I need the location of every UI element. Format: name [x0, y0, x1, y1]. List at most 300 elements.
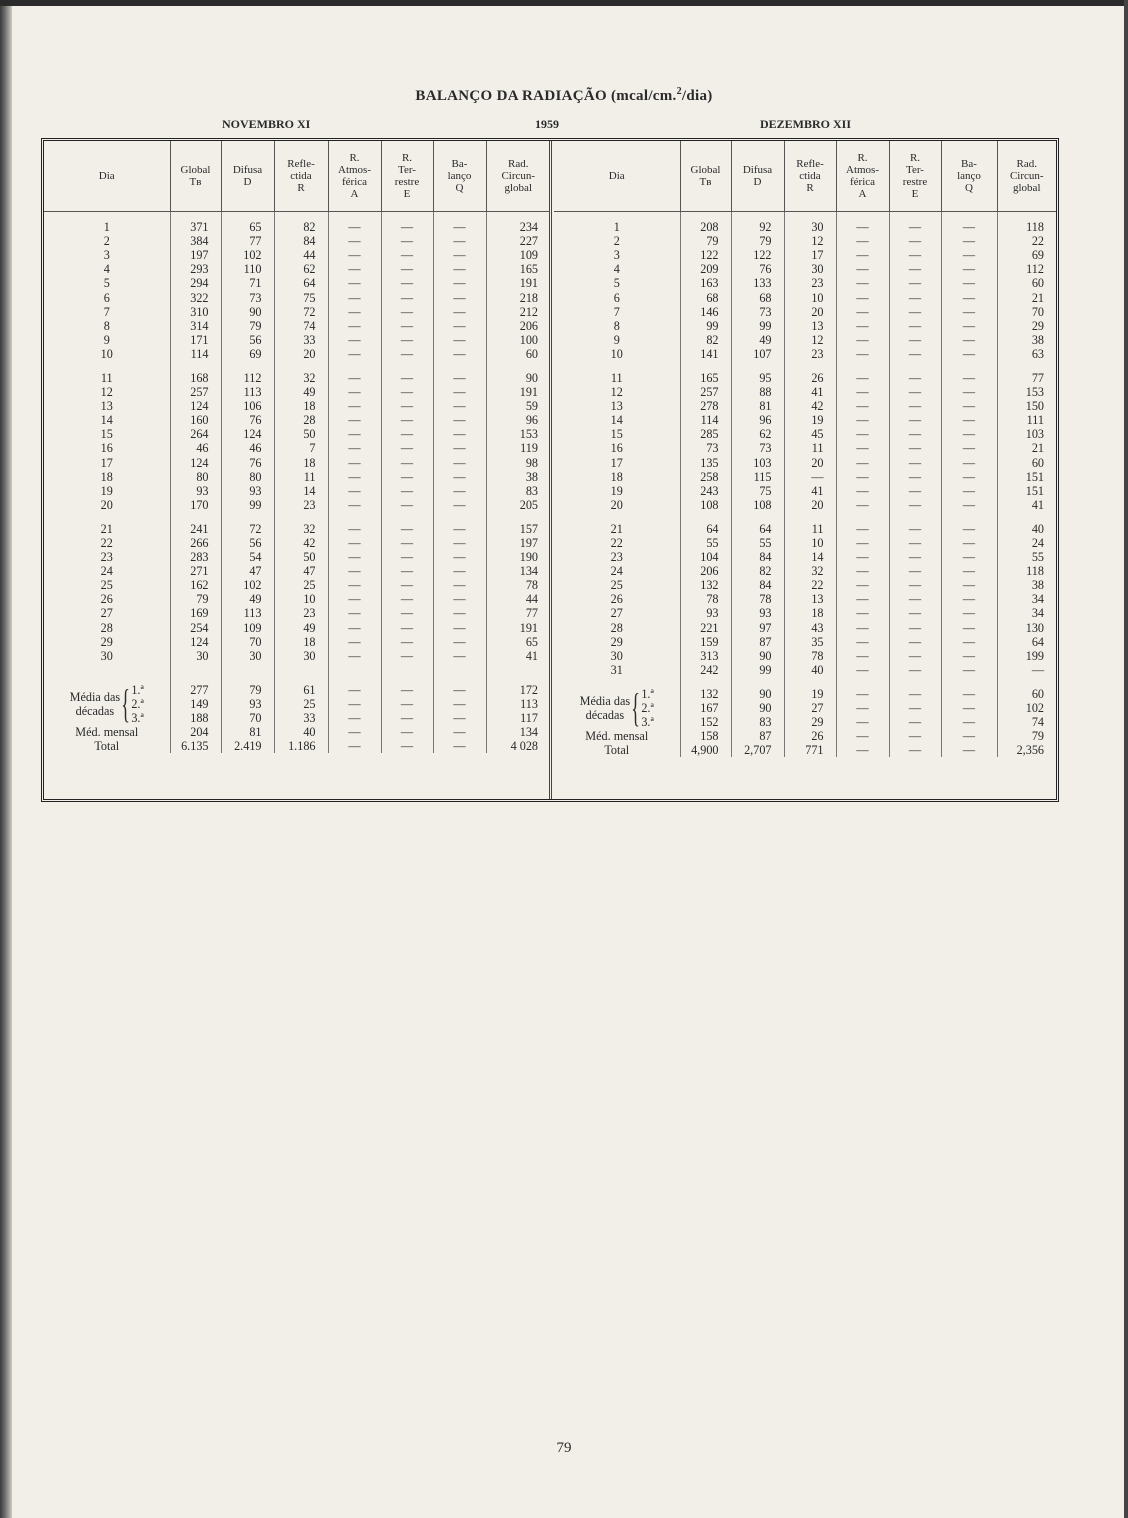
dash-cell: — [836, 522, 889, 536]
reflectida-cell: 12 [784, 234, 836, 248]
table-row [44, 305, 550, 319]
dash-cell: — [889, 715, 941, 729]
difusa-cell: 71 [221, 276, 274, 290]
circunglobal-cell: 150 [1025, 399, 1044, 414]
circunglobal-cell: 60 [1031, 455, 1044, 470]
spacer-cell [680, 512, 731, 522]
day-cell: 1 [44, 220, 170, 234]
spacer-cell [221, 663, 274, 673]
dash-cell: — [889, 484, 941, 498]
global-cell: 294 [170, 276, 221, 290]
reflectida-cell: — [784, 470, 836, 484]
day-cell: 9 [44, 333, 170, 347]
dash-cell: — [889, 621, 941, 635]
spacer-row [554, 212, 1056, 221]
spacer-cell [433, 673, 486, 683]
dash-cell: — [328, 498, 381, 512]
difusa-cell: 62 [731, 427, 784, 441]
header-global-line: Global [180, 164, 211, 176]
table-row [554, 220, 1056, 234]
table-row [554, 234, 1056, 248]
spacer-cell [486, 512, 550, 522]
difusa-cell: 56 [221, 536, 274, 550]
dash-cell: — [328, 371, 381, 385]
global-cell: 310 [170, 305, 221, 319]
table-row [44, 484, 550, 498]
table-row [44, 635, 550, 649]
dash-cell: — [433, 697, 486, 711]
table-row [44, 592, 550, 606]
reflectida-cell: 10 [784, 290, 836, 304]
dash-cell: — [381, 522, 433, 536]
month-label-dezembro: DEZEMBRO XII [760, 117, 852, 131]
header-circunglobal-line: Rad. [1016, 158, 1037, 170]
global-cell: 73 [680, 441, 731, 455]
spacer-cell [170, 361, 221, 371]
global-cell: 264 [170, 427, 221, 441]
reflectida-cell: 43 [784, 621, 836, 635]
circunglobal-cell: 119 [520, 441, 538, 456]
circunglobal-cell: 64 [1031, 634, 1044, 649]
difusa-cell: 77 [221, 234, 274, 248]
spacer-cell [44, 663, 170, 673]
dash-cell: — [889, 649, 941, 663]
circunglobal-cell: 191 [519, 620, 538, 635]
difusa-cell: 79 [731, 234, 784, 248]
circunglobal-cell: 197 [519, 536, 538, 551]
difusa-cell: 84 [731, 550, 784, 564]
circunglobal-cell: — [1031, 662, 1044, 677]
dash-cell: — [836, 484, 889, 498]
reflectida-cell: 44 [274, 248, 328, 262]
dash-cell: — [433, 413, 486, 427]
dash-cell: — [328, 441, 381, 455]
dash-cell: — [941, 333, 997, 347]
global-cell: 79 [680, 234, 731, 248]
dash-cell: — [381, 456, 433, 470]
day-cell: 8 [554, 319, 680, 333]
spacer-cell [731, 212, 784, 221]
reflectida-cell: 45 [784, 427, 836, 441]
header-difusa-line: D [753, 176, 762, 188]
dash-cell: — [889, 606, 941, 620]
page-right-edge [1124, 0, 1128, 1518]
circunglobal-cell: 60 [525, 346, 538, 361]
circunglobal-cell: 151 [1025, 469, 1044, 484]
difusa-cell: 76 [221, 456, 274, 470]
difusa-cell: 122 [731, 248, 784, 262]
global-cell: 64 [680, 522, 731, 536]
table-row [44, 456, 550, 470]
table-row [44, 621, 550, 635]
global-cell: 46 [170, 441, 221, 455]
global-cell: 79 [170, 592, 221, 606]
dash-cell: — [328, 347, 381, 361]
dash-cell: — [941, 649, 997, 663]
reflectida-cell: 20 [784, 456, 836, 470]
table-row [44, 234, 550, 248]
table-row [554, 635, 1056, 649]
global-cell: 124 [170, 399, 221, 413]
spacer-cell [221, 673, 274, 683]
reflectida-cell: 27 [784, 701, 836, 715]
reflectida-cell: 41 [784, 385, 836, 399]
dash-cell: — [328, 220, 381, 234]
difusa-cell: 90 [731, 649, 784, 663]
dash-cell: — [433, 522, 486, 536]
spacer-cell [44, 673, 170, 683]
dash-cell: — [328, 399, 381, 413]
table-row [44, 319, 550, 333]
difusa-cell: 115 [731, 470, 784, 484]
table-row [554, 441, 1056, 455]
dash-cell: — [328, 427, 381, 441]
day-cell: 23 [554, 550, 680, 564]
difusa-cell: 107 [731, 347, 784, 361]
reflectida-cell: 82 [274, 220, 328, 234]
reflectida-cell: 50 [274, 550, 328, 564]
reflectida-cell: 14 [784, 550, 836, 564]
dash-cell: — [381, 578, 433, 592]
dash-cell: — [889, 592, 941, 606]
difusa-cell: 97 [731, 621, 784, 635]
header-difusa [731, 141, 784, 212]
dash-cell: — [889, 305, 941, 319]
spacer-cell [328, 512, 381, 522]
circunglobal-cell: 74 [1031, 715, 1044, 730]
reflectida-cell: 19 [784, 413, 836, 427]
header-terrestre [381, 141, 433, 212]
spacer-cell [554, 512, 680, 522]
difusa-cell: 79 [221, 319, 274, 333]
dash-cell: — [381, 290, 433, 304]
table-row [554, 248, 1056, 262]
circunglobal-cell: 38 [1031, 578, 1044, 593]
dash-cell: — [328, 739, 381, 753]
global-cell: 243 [680, 484, 731, 498]
mensal-row [44, 725, 550, 739]
difusa-cell: 65 [221, 220, 274, 234]
month-label-novembro: NOVEMBRO XI [222, 117, 311, 131]
reflectida-cell: 12 [784, 333, 836, 347]
dash-cell: — [381, 635, 433, 649]
table-row [554, 498, 1056, 512]
dash-cell: — [836, 564, 889, 578]
dash-cell: — [836, 701, 889, 715]
novembro-header [44, 141, 550, 212]
header-terrestre-line: E [911, 188, 919, 200]
header-global-line: Global [690, 164, 721, 176]
dash-cell: — [889, 385, 941, 399]
dash-cell: — [889, 701, 941, 715]
day-cell: 31 [554, 663, 680, 677]
global-cell: 371 [170, 220, 221, 234]
reflectida-cell: 22 [784, 578, 836, 592]
circunglobal-cell: 38 [525, 469, 538, 484]
day-cell: 24 [554, 564, 680, 578]
global-cell: 122 [680, 248, 731, 262]
day-cell: 21 [554, 522, 680, 536]
header-circunglobal-line: Circun- [501, 170, 536, 182]
circunglobal-cell: 199 [1025, 648, 1044, 663]
day-cell: 10 [44, 347, 170, 361]
global-cell: 162 [170, 578, 221, 592]
reflectida-cell: 11 [784, 441, 836, 455]
spacer-cell [274, 673, 328, 683]
dash-cell: — [433, 564, 486, 578]
dash-cell: — [889, 248, 941, 262]
difusa-cell: 84 [731, 578, 784, 592]
table-row [44, 578, 550, 592]
circunglobal-cell: 60 [1031, 276, 1044, 291]
table-row [554, 621, 1056, 635]
dash-cell: — [328, 262, 381, 276]
difusa-cell: 102 [221, 248, 274, 262]
dash-cell: — [381, 711, 433, 725]
total-cell: 2,707 [731, 743, 784, 757]
mensal-cell: 134 [519, 725, 538, 740]
dash-cell: — [328, 470, 381, 484]
dash-cell: — [836, 371, 889, 385]
spacer-cell [997, 212, 1056, 221]
media-label-line: Média das [69, 689, 121, 704]
dash-cell: — [433, 427, 486, 441]
difusa-cell: 99 [731, 663, 784, 677]
dash-cell: — [433, 399, 486, 413]
dash-cell: — [889, 333, 941, 347]
year-label: 1959 [535, 117, 559, 131]
decade-numbers [641, 687, 654, 729]
global-cell: 258 [680, 470, 731, 484]
table-row [554, 290, 1056, 304]
difusa-cell: 113 [221, 385, 274, 399]
spacer-cell [170, 512, 221, 522]
difusa-cell: 124 [221, 427, 274, 441]
dash-cell: — [328, 456, 381, 470]
global-cell: 170 [170, 498, 221, 512]
difusa-cell: 54 [221, 550, 274, 564]
dash-cell: — [836, 470, 889, 484]
difusa-cell: 93 [731, 606, 784, 620]
spacer-cell [221, 512, 274, 522]
dash-cell: — [836, 498, 889, 512]
day-cell: 7 [44, 305, 170, 319]
reflectida-cell: 30 [784, 220, 836, 234]
reflectida-cell: 25 [274, 578, 328, 592]
spacer-cell [170, 212, 221, 221]
media-decadas-label [44, 680, 170, 726]
dash-cell: — [433, 262, 486, 276]
dash-cell: — [836, 347, 889, 361]
spacer-row [554, 677, 1056, 687]
dash-cell: — [941, 498, 997, 512]
reflectida-cell: 32 [784, 564, 836, 578]
global-cell: 135 [680, 456, 731, 470]
mensal-cell: 204 [170, 725, 221, 739]
table-row [554, 470, 1056, 484]
dash-cell: — [433, 621, 486, 635]
day-cell: 26 [44, 592, 170, 606]
spacer-cell [889, 512, 941, 522]
table-row [554, 413, 1056, 427]
day-cell: 4 [554, 262, 680, 276]
spacer-cell [328, 212, 381, 221]
header-terrestre-line: R. [909, 152, 921, 164]
difusa-cell: 70 [221, 635, 274, 649]
circunglobal-cell: 98 [525, 455, 538, 470]
dash-cell: — [328, 683, 381, 697]
global-cell: 257 [680, 385, 731, 399]
dash-cell: — [836, 635, 889, 649]
reflectida-cell: 62 [274, 262, 328, 276]
reflectida-cell: 72 [274, 305, 328, 319]
dash-cell: — [381, 399, 433, 413]
global-cell: 141 [680, 347, 731, 361]
reflectida-cell: 18 [274, 456, 328, 470]
dash-cell: — [889, 729, 941, 743]
header-balanco-line: Q [965, 182, 973, 194]
decade-number: 1.ª [641, 687, 654, 702]
dash-cell: — [433, 711, 486, 725]
day-cell: 20 [44, 498, 170, 512]
dash-cell: — [941, 262, 997, 276]
circunglobal-cell: 24 [1031, 536, 1044, 551]
header-atmosferica-line: R. [349, 152, 360, 164]
table-row [44, 347, 550, 361]
header-atmosferica-line: A [858, 188, 867, 200]
table-row [554, 564, 1056, 578]
dash-cell: — [381, 606, 433, 620]
difusa-cell: 64 [731, 522, 784, 536]
spacer-cell [381, 512, 433, 522]
dash-cell: — [889, 456, 941, 470]
header-balanco-line: Ba- [451, 158, 468, 170]
dash-cell: — [889, 371, 941, 385]
decade-numbers [131, 683, 144, 725]
dash-cell: — [433, 498, 486, 512]
spacer-cell [836, 512, 889, 522]
difusa-cell: 109 [221, 621, 274, 635]
spacer-cell [274, 512, 328, 522]
circunglobal-cell: 55 [1031, 550, 1044, 565]
dash-cell: — [328, 305, 381, 319]
day-cell: 1 [554, 220, 680, 234]
dash-cell: — [381, 484, 433, 498]
difusa-cell: 73 [221, 290, 274, 304]
day-cell: 11 [44, 371, 170, 385]
day-cell: 16 [554, 441, 680, 455]
table-row [554, 385, 1056, 399]
reflectida-cell: 7 [274, 441, 328, 455]
circunglobal-cell: 157 [519, 521, 538, 536]
table-row [554, 578, 1056, 592]
header-balanco-line: Ba- [961, 158, 977, 170]
total-cell: 4 028 [510, 739, 538, 754]
reflectida-cell: 30 [274, 649, 328, 663]
day-cell: 23 [44, 550, 170, 564]
global-cell: 124 [170, 635, 221, 649]
header-terrestre-line: E [403, 188, 411, 200]
spacer-row [554, 361, 1056, 371]
spacer-cell [44, 512, 170, 522]
dash-cell: — [328, 697, 381, 711]
spacer-cell [997, 512, 1056, 522]
circunglobal-cell: 34 [1031, 592, 1044, 607]
difusa-cell: 95 [731, 371, 784, 385]
dash-cell: — [381, 248, 433, 262]
spacer-cell [554, 361, 680, 371]
dash-cell: — [381, 470, 433, 484]
circunglobal-cell: 21 [1031, 290, 1044, 305]
table-row [554, 371, 1056, 385]
total-cell: 1.186 [274, 739, 328, 753]
global-cell: 314 [170, 319, 221, 333]
spacer-cell [328, 673, 381, 683]
day-cell: 6 [44, 290, 170, 304]
dash-cell: — [381, 276, 433, 290]
dezembro-header [554, 141, 1056, 212]
reflectida-cell: 20 [784, 498, 836, 512]
circunglobal-cell: 218 [519, 290, 538, 305]
header-terrestre-line: restre [902, 176, 928, 188]
day-cell: 28 [44, 621, 170, 635]
day-cell: 29 [554, 635, 680, 649]
day-cell: 9 [554, 333, 680, 347]
difusa-cell: 76 [731, 262, 784, 276]
header-reflectida-line: Refle- [287, 158, 315, 170]
difusa-cell: 108 [731, 498, 784, 512]
global-cell: 293 [170, 262, 221, 276]
brace-glyph: { [631, 685, 641, 731]
dash-cell: — [381, 413, 433, 427]
difusa-cell: 78 [731, 592, 784, 606]
reflectida-cell: 23 [784, 276, 836, 290]
global-cell: 322 [170, 290, 221, 304]
mensal-cell: 81 [221, 725, 274, 739]
circunglobal-cell: 191 [519, 276, 538, 291]
spacer-cell [941, 212, 997, 221]
circunglobal-cell: 112 [1026, 262, 1044, 277]
spacer-row [44, 212, 550, 221]
dash-cell: — [941, 319, 997, 333]
dash-cell: — [836, 592, 889, 606]
dash-cell: — [381, 385, 433, 399]
spacer-cell [997, 677, 1056, 687]
global-cell: 80 [170, 470, 221, 484]
reflectida-cell: 26 [784, 371, 836, 385]
dash-cell: — [328, 234, 381, 248]
circunglobal-cell: 165 [519, 262, 538, 277]
table-row [44, 498, 550, 512]
dash-cell: — [889, 220, 941, 234]
spacer-cell [381, 212, 433, 221]
spacer-cell [433, 212, 486, 221]
table-row [554, 606, 1056, 620]
header-circunglobal-line: global [1013, 182, 1041, 194]
day-cell: 10 [554, 347, 680, 361]
spacer-cell [941, 361, 997, 371]
circunglobal-cell: 63 [1031, 346, 1044, 361]
table-row [554, 305, 1056, 319]
global-cell: 278 [680, 399, 731, 413]
dash-cell: — [836, 234, 889, 248]
table-row [44, 262, 550, 276]
mensal-cell: 87 [731, 729, 784, 743]
dash-cell: — [433, 649, 486, 663]
global-cell: 93 [170, 484, 221, 498]
spacer-cell [274, 663, 328, 673]
dash-cell: — [941, 578, 997, 592]
